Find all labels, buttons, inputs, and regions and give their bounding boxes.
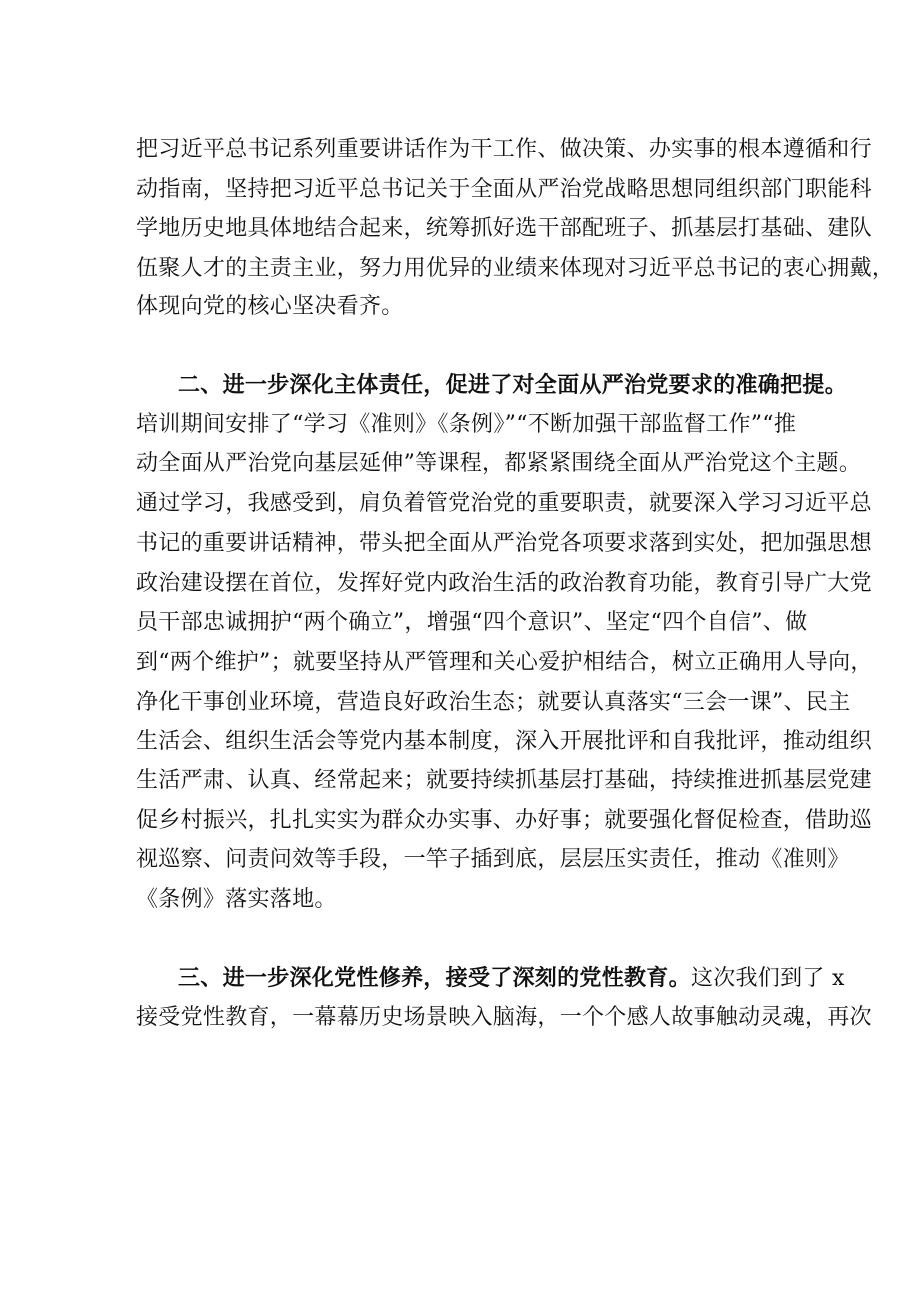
paragraph-2-line-8: 净化干事创业环境，营造良好政治生态；就要认真落实“三会一课”、民主	[136, 690, 851, 715]
paragraph-2-line-11: 促乡村振兴，扎扎实实为群众办实事、办好事；就要强化督促检查，借助巡	[136, 808, 872, 833]
paragraph-2-line-9: 生活会、组织生活会等党内基本制度，深入开展批评和自我批评，推动组织	[136, 729, 872, 754]
paragraph-1-line-1: 把习近平总书记系列重要讲话作为干工作、做决策、办实事的根本遵循和行	[136, 137, 872, 162]
paragraph-1-line-2: 动指南，坚持把习近平总书记关于全面从严治党战略思想同组织部门职能科	[136, 177, 872, 202]
paragraph-2-line-2: 动全面从严治党向基层延伸”等课程，都紧紧围绕全面从严治党这个主题。	[136, 451, 862, 476]
paragraph-1-line-4: 伍聚人才的主责主业，努力用优异的业绩来体现对习近平总书记的衷心拥戴，	[136, 256, 895, 281]
paragraph-2-line-3: 通过学习，我感受到，肩负着管党治党的重要职责，就要深入学习习近平总	[136, 491, 872, 516]
section-heading-3-tail: 这次我们到了 x	[690, 966, 845, 991]
paragraph-3-line-1: 接受党性教育，一幕幕历史场景映入脑海，一个个感人故事触动灵魂，再次	[136, 1005, 872, 1030]
section-heading-3-line	[178, 964, 845, 993]
paragraph-2-line-10: 生活严肃、认真、经常起来；就要持续抓基层打基础，持续推进抓基层党建	[136, 768, 872, 793]
paragraph-1-line-5: 体现向党的核心坚决看齐。	[136, 294, 404, 319]
paragraph-2-line-7: 到“两个维护”；就要坚持从严管理和关心爱护相结合，树立正确用人导向，	[136, 650, 873, 675]
paragraph-2-line-6: 员干部忠诚拥护“两个确立”，增强“四个意识”、坚定“四个自信”、做	[136, 610, 808, 635]
paragraph-2-line-13: 《条例》落实落地。	[136, 887, 337, 912]
paragraph-2-line-4: 书记的重要讲话精神，带头把全面从严治党各项要求落到实处，把加强思想	[136, 531, 872, 556]
paragraph-2-line-5: 政治建设摆在首位，发挥好党内政治生活的政治教育功能，教育引导广大党	[136, 571, 872, 596]
paragraph-1-line-3: 学地历史地具体地结合起来，统筹抓好选干部配班子、抓基层打基础、建队	[136, 216, 872, 241]
paragraph-2-line-12: 视巡察、问责问效等手段，一竿子插到底，层层压实责任，推动《准则》	[136, 847, 850, 872]
paragraph-2-line-1: 培训期间安排了“学习《准则》《条例》”“不断加强干部监督工作”“推	[136, 412, 797, 437]
section-heading-3: 三、进一步深化党性修养，接受了深刻的党性教育。	[178, 965, 691, 991]
section-heading-2: 二、进一步深化主体责任，促进了对全面从严治党要求的准确把提。	[178, 372, 848, 398]
